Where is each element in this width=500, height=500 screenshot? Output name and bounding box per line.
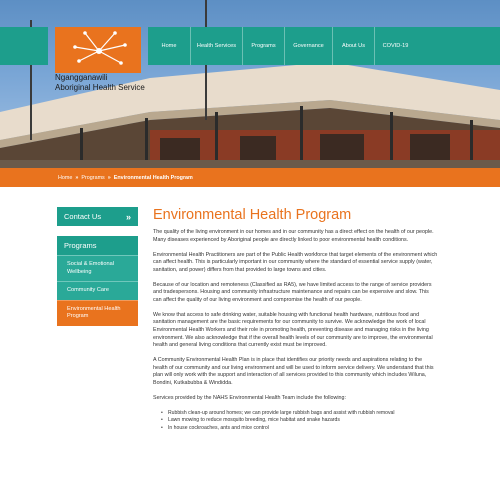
main-nav [148, 27, 416, 65]
nav-home[interactable]: Home [161, 43, 177, 49]
list-item: • Lawn mowing to reduce mosquito breeding, mice habitat and snake hazards [161, 417, 438, 424]
sidebar [57, 207, 138, 326]
sidebar-item-environmental-health-program[interactable]: Environmental Health Program [57, 300, 138, 326]
breadcrumb-home[interactable]: Home [58, 174, 73, 181]
nav-covid-19[interactable]: COVID-19 [374, 27, 416, 65]
list-item: • Rubbish clean-up around homes; we can provide large rubbish bags and assist with rubbish removal [161, 410, 438, 417]
breadcrumb-separator-icon: » [107, 174, 111, 181]
nav-health-services[interactable]: Health Services [190, 27, 242, 65]
breadcrumb [0, 168, 500, 187]
org-name [55, 73, 145, 92]
contact-us-button[interactable] [57, 207, 138, 226]
header-teal-bar-left [0, 27, 48, 65]
org-name-line-2: Aboriginal Health Service [55, 82, 145, 92]
contact-us-label: Contact Us [64, 212, 102, 221]
page-title: Environmental Health Program [153, 207, 352, 223]
hero-banner [0, 0, 500, 168]
sidebar-section-title: Programs [57, 236, 138, 255]
paragraph: The quality of the living environment in our homes and in our community has a direct effect on the health of our people. Many diseases experienced by Aboriginal people are directly linked to poor environmental health conditions. [153, 229, 434, 243]
sidebar-item-social-emotional-wellbeing[interactable]: Social & Emotional Wellbeing [57, 255, 138, 281]
breadcrumb-programs[interactable]: Programs [81, 174, 105, 181]
nav-about-us[interactable]: About Us [332, 27, 374, 65]
paragraph: We know that access to safe drinking water, suitable housing with functional health hardware, nutritious food and sanitation management are the basic requirements for our community to survive. We acknowledge the work of local Environmental Health Workers and their role in promoting health, preventing disease and managing risks in the living environment. We also acknowledge that if the overall health levels of our community are to improve, the environmental health and general living conditions that currently exist must be improved. [153, 311, 433, 349]
org-name-line-1: Ngangganawili [55, 73, 108, 82]
paragraph: A Community Environmental Health Plan is in place that identifies our priority needs and aspirations relating to the health of our community and our living environment and will be used to inform service delivery. We understand that this plan will only work with the support and interaction of all services provided to this community which includes Wiluna, Bondini, Kutkabubba & Windidda. [153, 357, 434, 386]
paragraph: Services provided by the NAHS Environmental Health Team include the following: [153, 394, 346, 401]
breadcrumb-separator-icon: » [75, 174, 79, 181]
paragraph: Environmental Health Practitioners are part of the Public Health workforce that target elements of the environment which can affect health. This is particularly important in our community where the standard of essential service supply (water, sanitation, and power) differs from that provided to large towns and cities. [153, 251, 438, 273]
main-content [153, 207, 438, 432]
paragraph: Because of our location and remoteness (Classified as RA5), we have limited access to the range of service providers and tradespersons. Housing and community infrastructure maintenance and repairs can be expensive and slow. This can affect the quality of our living environment and compromise the health of our people. [153, 281, 432, 303]
logo[interactable] [55, 27, 141, 73]
nav-programs[interactable]: Programs [242, 27, 284, 65]
logo-mark-icon [55, 27, 141, 73]
services-list [161, 410, 438, 432]
chevron-right-icon: » [125, 211, 131, 222]
sidebar-item-community-care[interactable]: Community Care [57, 281, 138, 300]
nav-governance[interactable]: Governance [284, 27, 332, 65]
breadcrumb-current: Environmental Health Program [113, 174, 193, 181]
list-item: • In house cockroaches, ants and mice control [161, 425, 438, 432]
